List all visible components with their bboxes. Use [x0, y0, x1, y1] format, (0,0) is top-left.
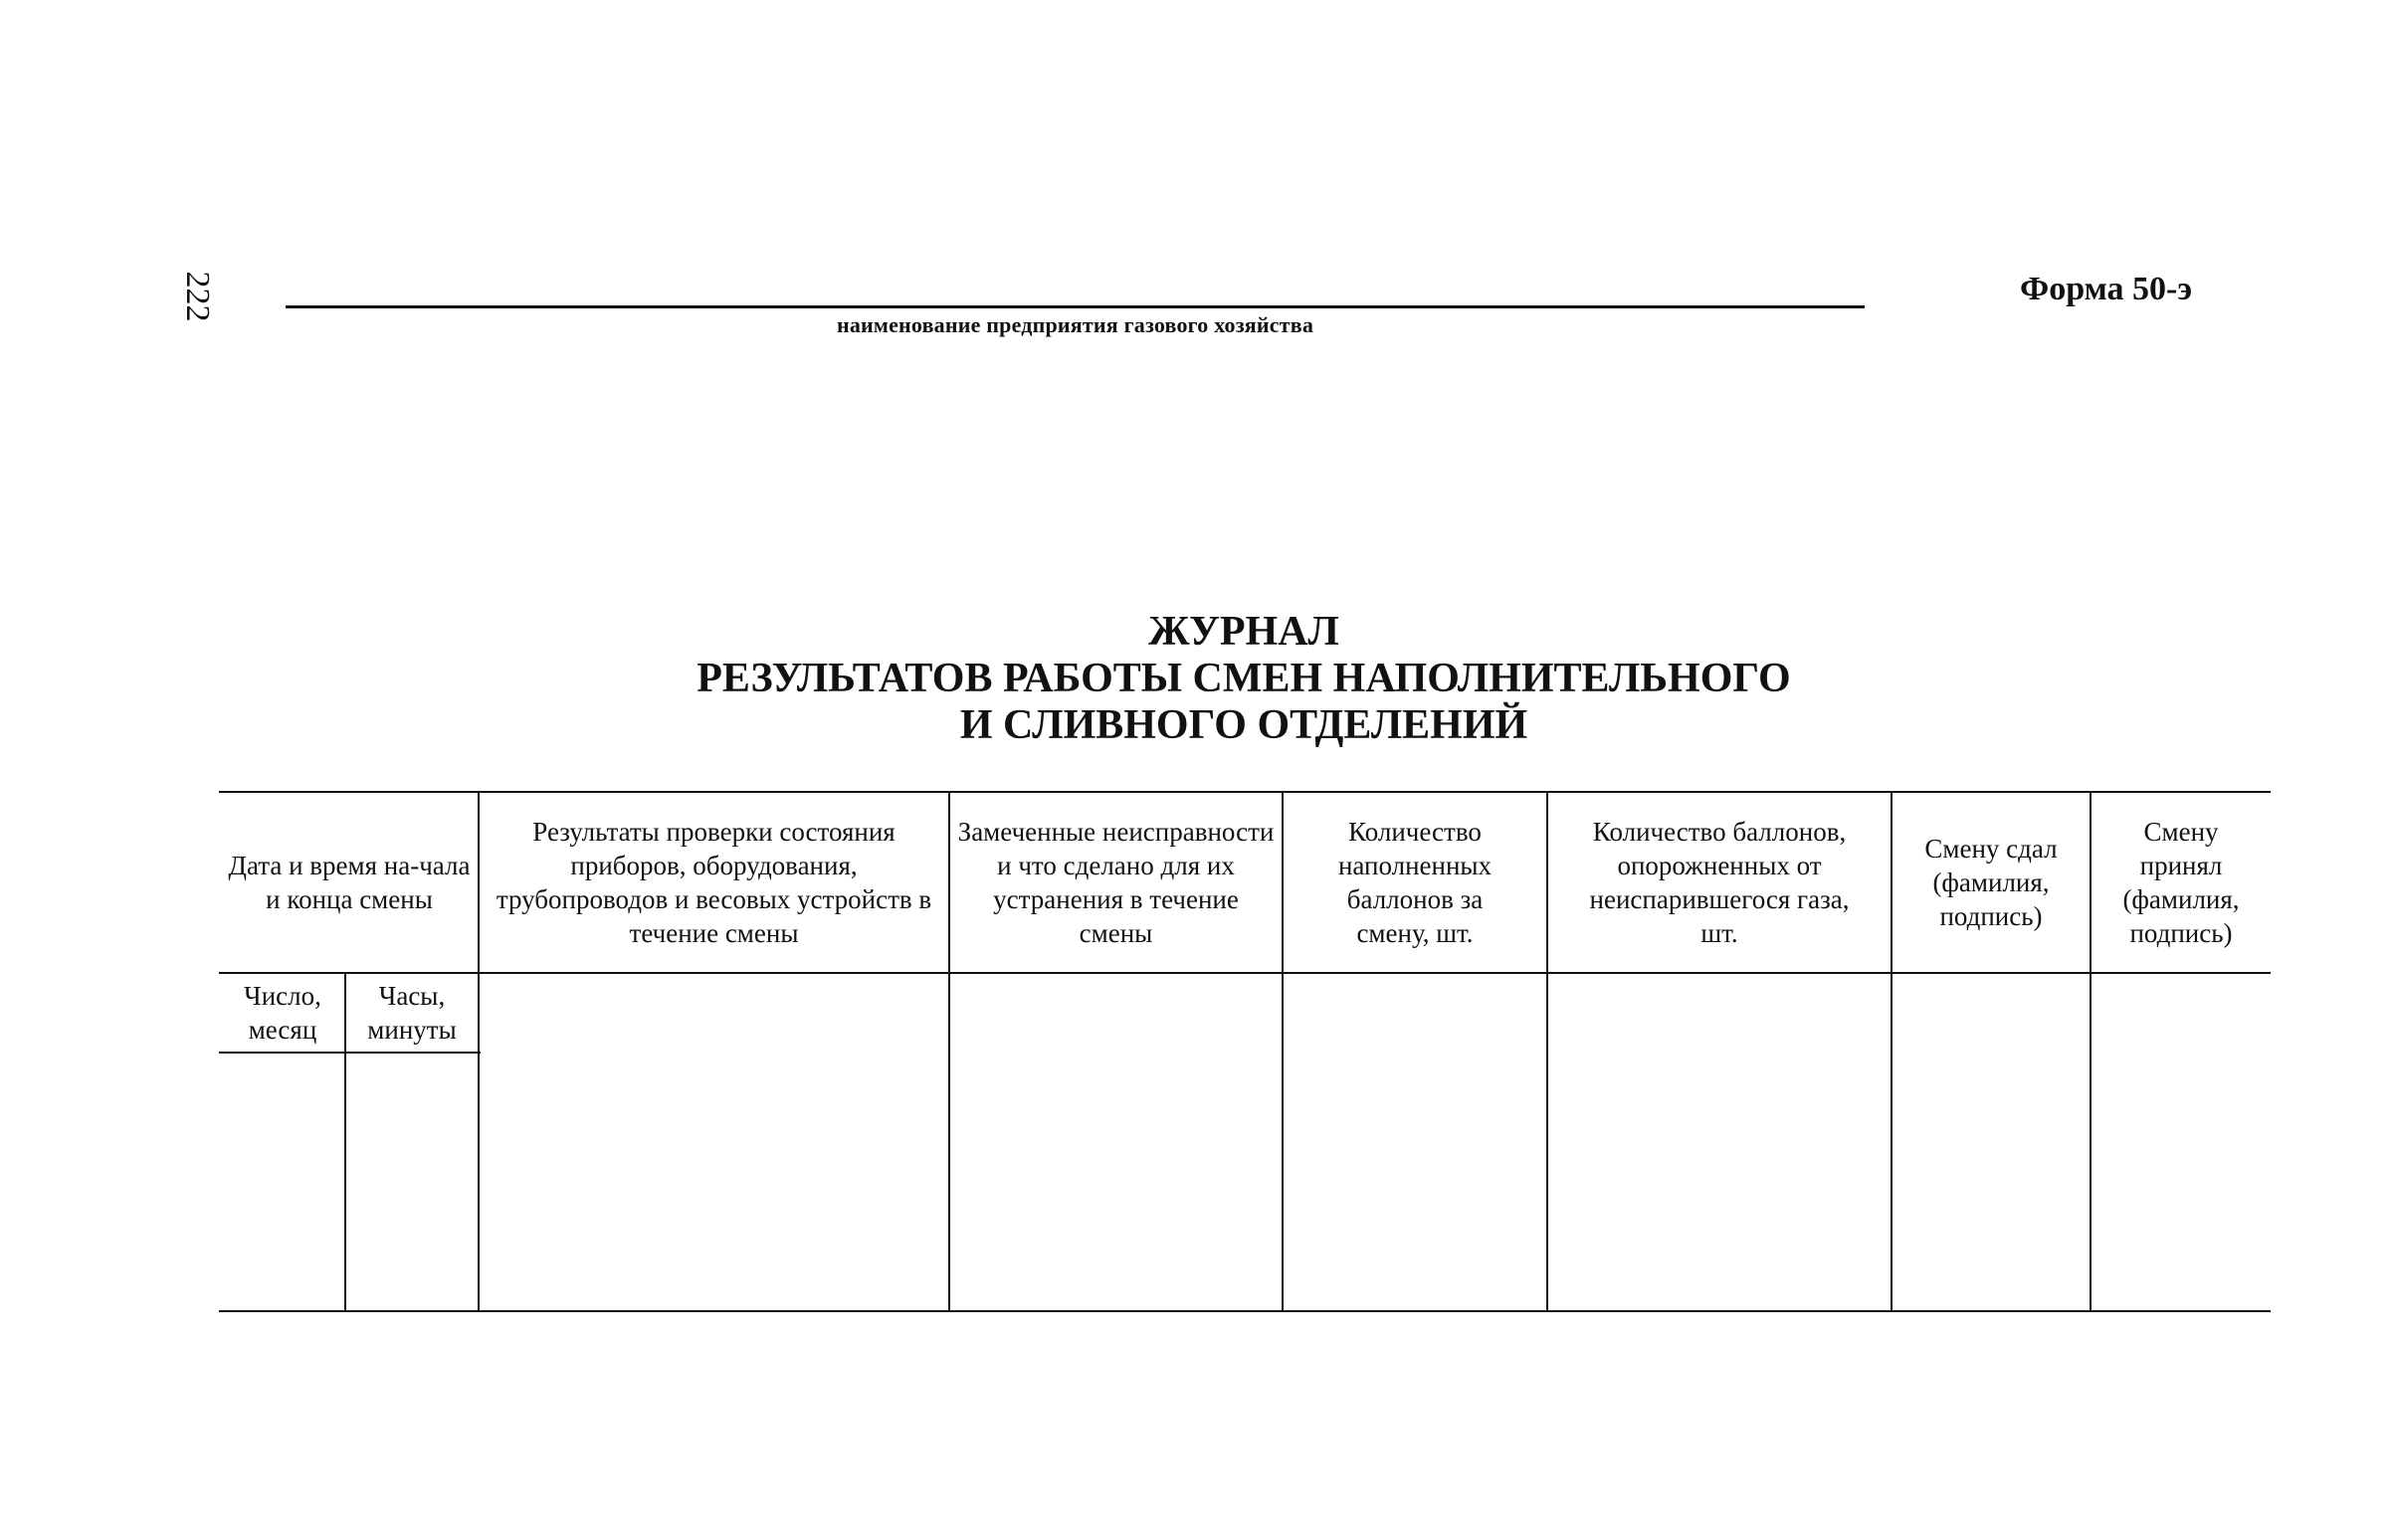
table-header-separator — [219, 972, 2271, 974]
subheader-hours-minutes: Часы, минуты — [367, 981, 457, 1045]
title-line-1: ЖУРНАЛ — [1148, 609, 1339, 655]
header-emptied-cylinders: Количество баллонов, опорожненных от неиспарившегося газа, шт. — [1589, 817, 1850, 948]
document-title — [597, 609, 1891, 749]
subheader-day-month: Число, месяц — [244, 981, 321, 1045]
enterprise-name-line — [286, 305, 1865, 308]
subheader-separator — [219, 1052, 481, 1054]
header-check-results: Результаты проверки состояния приборов, оборудования, трубопроводов и весовых устройств в течение смены — [496, 817, 932, 948]
title-line-3: И СЛИВНОГО ОТДЕЛЕНИЙ — [959, 702, 1528, 748]
page-number: 222 — [179, 271, 216, 322]
header-date-time: Дата и время на-чала и конца смены — [228, 851, 471, 914]
title-line-2: РЕЗУЛЬТАТОВ РАБОТЫ СМЕН НАПОЛНИТЕЛЬНОГО — [697, 656, 1791, 701]
header-filled-cylinders: Количество наполненных баллонов за смену, шт. — [1337, 817, 1493, 948]
form-number: Форма 50-э — [2020, 271, 2193, 307]
header-shift-accepted: Смену принял (фамилия, подпись) — [2122, 817, 2240, 948]
table-bottom-border — [219, 1310, 2271, 1312]
header-shift-handed-over: Смену сдал (фамилия, подпись) — [1924, 834, 2058, 931]
header-faults: Замеченные неисправности и что сделано для их устранения в течение смены — [957, 817, 1275, 948]
enterprise-caption: наименование предприятия газового хозяйства — [836, 312, 1314, 337]
